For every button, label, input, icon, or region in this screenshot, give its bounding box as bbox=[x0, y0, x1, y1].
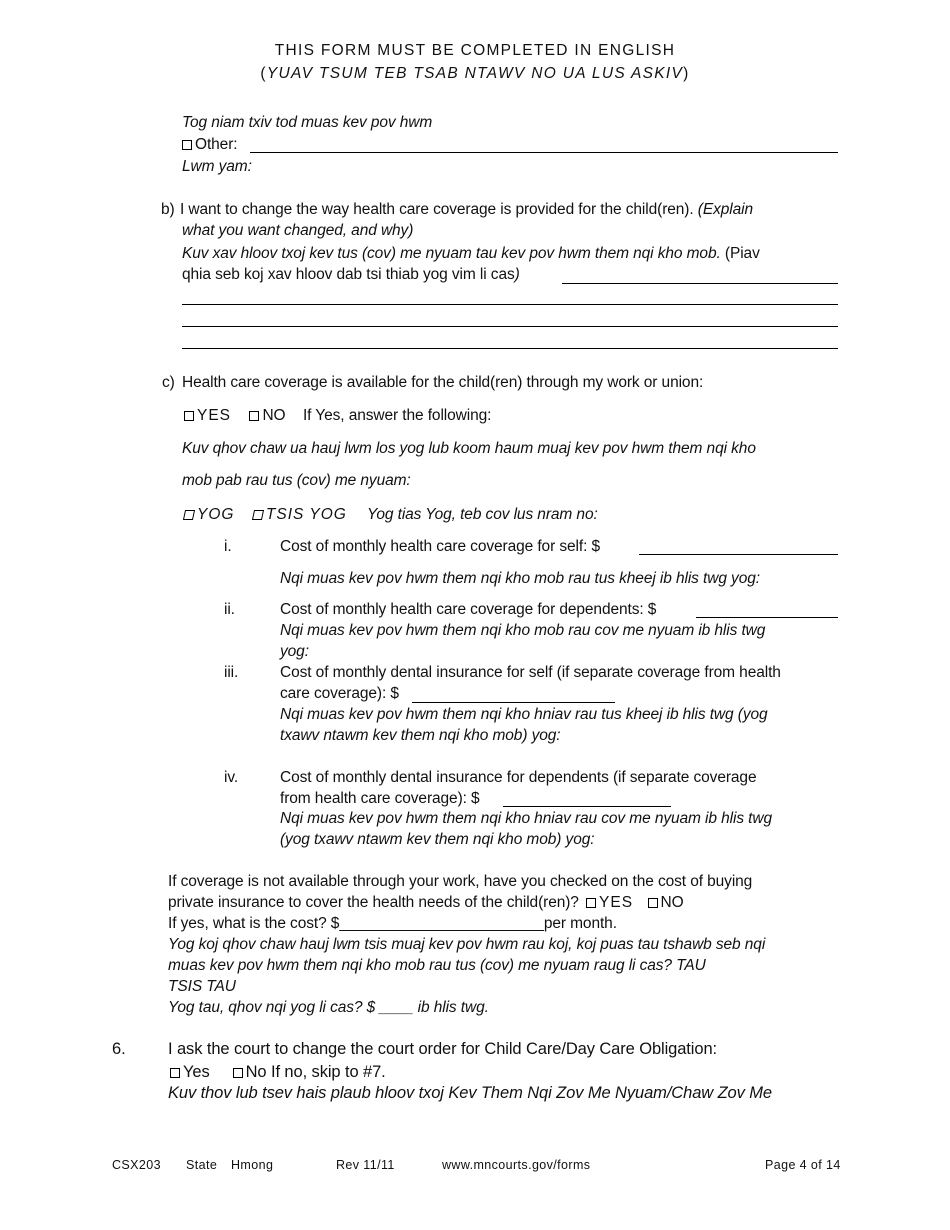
paren-open: ( bbox=[260, 65, 267, 82]
section-b-main: I want to change the way health care coverage is provided for the child(ren). bbox=[180, 201, 694, 218]
section-c-letter: c) bbox=[162, 374, 175, 391]
item-iv-num: iv. bbox=[224, 769, 239, 786]
section-b-explain-2: what you want changed, and why) bbox=[182, 222, 414, 239]
no-checkbox[interactable] bbox=[249, 411, 259, 421]
private-no-label: NO bbox=[660, 894, 684, 911]
other-label: Other: bbox=[195, 136, 238, 153]
item-6-skip-text: If no, skip to #7. bbox=[270, 1063, 386, 1081]
section-c-yog-row bbox=[184, 504, 598, 525]
item-ii-num: ii. bbox=[224, 601, 235, 618]
footer-rev: Rev 11/11 bbox=[336, 1158, 395, 1172]
section-b-letter: b) bbox=[161, 201, 175, 218]
section-c-hmong-1: Kuv qhov chaw ua hauj lwm los yog lub koom haum muaj kev pov hwm them nqi kho bbox=[182, 440, 756, 457]
form-header-english: THIS FORM MUST BE COMPLETED IN ENGLISH bbox=[274, 42, 676, 59]
section-b-input-line-1[interactable] bbox=[562, 283, 838, 284]
item-6-text: I ask the court to change the court order for Child Care/Day Care Obligation: bbox=[168, 1040, 717, 1058]
yes-label: YES bbox=[197, 407, 232, 424]
item-6-no-checkbox[interactable] bbox=[233, 1068, 243, 1078]
other-hmong-label: Lwm yam: bbox=[182, 158, 252, 175]
item-i-text: Cost of monthly health care coverage for self: $ bbox=[280, 538, 601, 555]
private-yes-checkbox[interactable] bbox=[586, 898, 596, 908]
no-label: NO bbox=[262, 407, 286, 424]
section-b-input-line-3[interactable] bbox=[182, 326, 838, 327]
item-ii-input-line[interactable] bbox=[696, 617, 838, 618]
private-line-2 bbox=[168, 892, 684, 913]
item-i-input-line[interactable] bbox=[639, 554, 838, 555]
section-b-input-line-2[interactable] bbox=[182, 304, 838, 305]
section-b-hmong-1 bbox=[182, 243, 760, 264]
item-6-options bbox=[170, 1062, 386, 1083]
section-c-text: Health care coverage is available for the child(ren) through my work or union: bbox=[182, 374, 704, 391]
footer-url[interactable]: www.mncourts.gov/forms bbox=[442, 1158, 591, 1172]
hmong-cost-text: Tog niam txiv tod muas kev pov hwm bbox=[182, 114, 433, 131]
section-b-hmong-2 bbox=[182, 264, 520, 285]
item-iii-text-2: care coverage): $ bbox=[280, 685, 399, 702]
other-input-line[interactable] bbox=[250, 152, 838, 153]
tsis-yog-checkbox[interactable] bbox=[252, 510, 264, 520]
private-line-1: If coverage is not available through your work, have you checked on the cost of buying bbox=[168, 873, 753, 890]
private-hmong-2: muas kev pov hwm them nqi kho mob rau tus (cov) me nyuam raug li cas? TAU bbox=[168, 957, 706, 974]
item-i-hmong: Nqi muas kev pov hwm them nqi kho mob rau tus kheej ib hlis twg yog: bbox=[280, 570, 760, 587]
section-b-hmong-2b: ) bbox=[514, 266, 520, 283]
item-iv-text-1: Cost of monthly dental insurance for dependents (if separate coverage bbox=[280, 769, 757, 786]
yog-label: YOG bbox=[197, 506, 235, 523]
private-line-3: If yes, what is the cost? $________________________per month. bbox=[168, 915, 617, 932]
footer-form-id: CSX203 bbox=[112, 1158, 161, 1172]
header-hmong-text: YUAV TSUM TEB TSAB NTAWV NO UA LUS ASKIV bbox=[266, 65, 684, 82]
section-b-hmong-2a: qhia seb koj xav hloov dab tsi thiab yog vim li cas bbox=[182, 266, 515, 283]
if-yes-text: If Yes, answer the following: bbox=[302, 407, 492, 424]
private-question: private insurance to cover the health needs of the child(ren)? bbox=[168, 894, 579, 911]
item-iv-input-line[interactable] bbox=[503, 806, 671, 807]
tsis-yog-label: TSIS YOG bbox=[265, 506, 347, 523]
item-ii-text: Cost of monthly health care coverage for dependents: $ bbox=[280, 601, 657, 618]
footer-page-number: Page 4 of 14 bbox=[765, 1158, 841, 1172]
paren-close: ) bbox=[683, 65, 690, 82]
section-b-explain: (Explain bbox=[697, 201, 753, 218]
footer-language: Hmong bbox=[231, 1158, 274, 1172]
item-iii-hmong-1: Nqi muas kev pov hwm them nqi kho hniav rau tus kheej ib hlis twg (yog bbox=[280, 706, 768, 723]
item-iv-hmong-2: (yog txawv ntawm kev them nqi kho mob) yog: bbox=[280, 831, 595, 848]
section-b-input-line-4[interactable] bbox=[182, 348, 838, 349]
item-iii-hmong-2: txawv ntawm kev them nqi kho mob) yog: bbox=[280, 727, 561, 744]
item-iii-input-line[interactable] bbox=[412, 702, 615, 703]
private-no-checkbox[interactable] bbox=[648, 898, 658, 908]
item-6-num: 6. bbox=[112, 1040, 126, 1058]
other-option[interactable] bbox=[182, 134, 237, 155]
item-6-no-label: No bbox=[245, 1063, 267, 1081]
form-header-hmong bbox=[0, 65, 950, 83]
private-hmong-1: Yog koj qhov chaw hauj lwm tsis muaj kev pov hwm rau koj, koj puas tau tshawb seb nqi bbox=[168, 936, 766, 953]
yog-checkbox[interactable] bbox=[183, 510, 195, 520]
section-b-text bbox=[180, 199, 753, 220]
private-yes-label: YES bbox=[599, 894, 634, 911]
section-c-yes-no bbox=[184, 405, 491, 426]
item-iv-hmong-1: Nqi muas kev pov hwm them nqi kho hniav rau cov me nyuam ib hlis twg bbox=[280, 810, 773, 827]
item-ii-hmong-2: yog: bbox=[280, 643, 309, 660]
item-iii-num: iii. bbox=[224, 664, 239, 681]
other-checkbox[interactable] bbox=[182, 140, 192, 150]
item-6-yes-checkbox[interactable] bbox=[170, 1068, 180, 1078]
footer-state: State bbox=[186, 1158, 218, 1172]
item-ii-hmong-1: Nqi muas kev pov hwm them nqi kho mob rau cov me nyuam ib hlis twg bbox=[280, 622, 766, 639]
private-hmong-4: Yog tau, qhov nqi yog li cas? $ ____ ib hlis twg. bbox=[168, 999, 489, 1016]
yes-checkbox[interactable] bbox=[184, 411, 194, 421]
item-iv-text-2: from health care coverage): $ bbox=[280, 790, 480, 807]
item-i-num: i. bbox=[224, 538, 232, 555]
section-b-hmong-italic: Kuv xav hloov txoj kev tus (cov) me nyuam tau kev pov hwm them nqi kho mob. bbox=[182, 245, 721, 262]
section-b-hmong-paren: (Piav bbox=[724, 245, 760, 262]
item-6-yes-label: Yes bbox=[183, 1063, 210, 1081]
item-6-hmong: Kuv thov lub tsev hais plaub hloov txoj Kev Them Nqi Zov Me Nyuam/Chaw Zov Me bbox=[168, 1084, 772, 1102]
private-hmong-3: TSIS TAU bbox=[168, 978, 236, 995]
yog-tias-text: Yog tias Yog, teb cov lus nram no: bbox=[366, 506, 598, 523]
section-c-hmong-2: mob pab rau tus (cov) me nyuam: bbox=[182, 472, 411, 489]
item-iii-text-1: Cost of monthly dental insurance for self (if separate coverage from health bbox=[280, 664, 781, 681]
